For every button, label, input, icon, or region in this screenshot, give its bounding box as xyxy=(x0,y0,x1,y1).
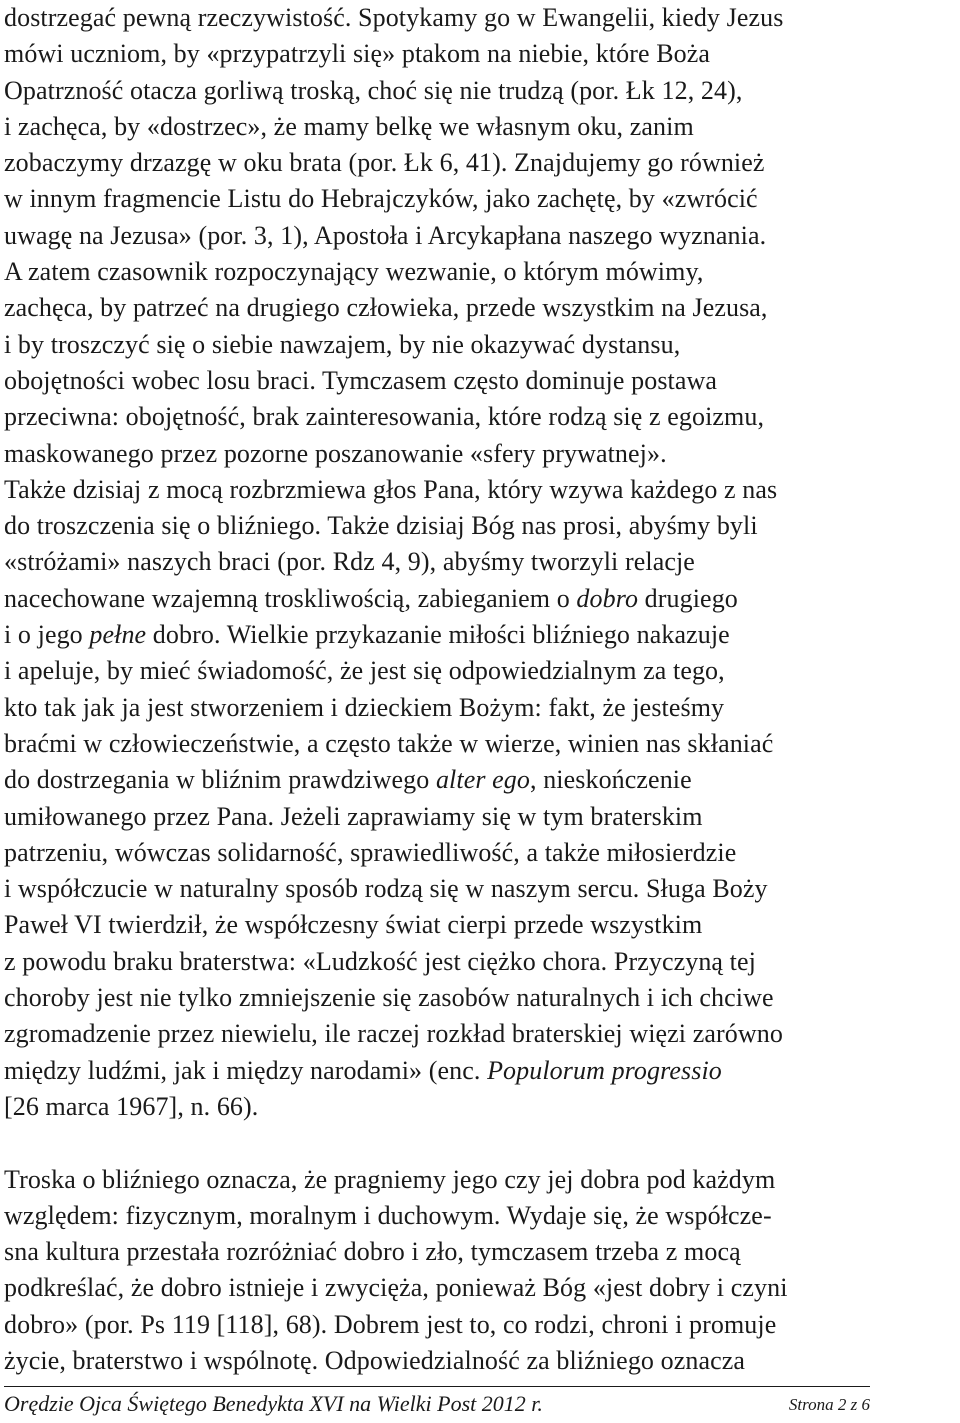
line-text: względem: fizycznym, moralnym i duchowym. Wydaje się, że współcze- xyxy=(4,1200,772,1230)
line-text: i zachęca, by «dostrzec», że mamy belkę we własnym oku, zanim xyxy=(4,111,694,141)
line-text: Opatrzność otacza gorliwą troską, choć się nie trudzą (por. Łk 12, 24), xyxy=(4,75,743,105)
text-line xyxy=(4,508,956,544)
text-line xyxy=(4,617,956,653)
footer-divider xyxy=(4,1386,870,1387)
text-line xyxy=(4,109,956,145)
line-text: dobro. Wielkie przykazanie miłości bliźniego nakazuje xyxy=(146,620,730,650)
line-text: drugiego xyxy=(638,583,738,613)
text-line xyxy=(4,363,956,399)
line-text: Troska o bliźniego oznacza, że pragniemy jego czy jej dobra pod każdym xyxy=(4,1164,776,1194)
line-text: z powodu braku braterstwa: «Ludzkość jest ciężko chora. Przyczyną tej xyxy=(4,946,756,976)
line-text: dobro» (por. Ps 119 [118], 68). Dobrem jest to, co rodzi, chroni i promuje xyxy=(4,1309,777,1339)
line-text: podkreślać, że dobro istnieje i zwycięża, ponieważ Bóg «jest dobry i czyni xyxy=(4,1273,788,1303)
line-text: choroby jest nie tylko zmniejszenie się zasobów naturalnych i ich chciwe xyxy=(4,983,774,1013)
text-line xyxy=(4,327,956,363)
text-line xyxy=(4,726,956,762)
line-text: patrzeniu, wówczas solidarność, sprawiedliwość, a także miłosierdzie xyxy=(4,837,737,867)
document-body xyxy=(4,0,956,1379)
line-text: i by troszczyć się o siebie nawzajem, by nie okazywać dystansu, xyxy=(4,329,681,359)
text-line xyxy=(4,1270,956,1306)
line-text: przeciwna: obojętność, brak zainteresowania, które rodzą się z egoizmu, xyxy=(4,402,765,432)
paragraph-gap xyxy=(4,1125,956,1161)
line-text: [26 marca 1967], n. 66). xyxy=(4,1091,259,1121)
line-text: maskowanego przez pozorne poszanowanie «sfery prywatnej». xyxy=(4,438,667,468)
text-line xyxy=(4,36,956,72)
text-line xyxy=(4,1234,956,1270)
text-line xyxy=(4,1343,956,1379)
line-text: dostrzegać pewną rzeczywistość. Spotykamy go w Ewangelii, kiedy Jezus xyxy=(4,3,784,32)
footer-page-number: Strona 2 z 6 xyxy=(788,1395,870,1414)
text-line xyxy=(4,544,956,580)
line-text: Także dzisiaj z mocą rozbrzmiewa głos Pana, który wzywa każdego z nas xyxy=(4,474,778,504)
line-text: obojętności wobec losu braci. Tymczasem często dominuje postawa xyxy=(4,365,718,395)
line-text: nacechowane wzajemną troskliwością, zabieganiem o xyxy=(4,583,577,613)
text-line xyxy=(4,0,956,36)
text-line xyxy=(4,290,956,326)
line-text: i współczucie w naturalny sposób rodzą się w naszym sercu. Sługa Boży xyxy=(4,874,768,904)
line-text: A zatem czasownik rozpoczynający wezwanie, o którym mówimy, xyxy=(4,257,704,287)
text-line xyxy=(4,1016,956,1052)
text-line xyxy=(4,1053,956,1089)
text-line xyxy=(4,145,956,181)
line-text: życie, braterstwo i wspólnotę. Odpowiedzialność za bliźniego oznacza xyxy=(4,1345,746,1375)
line-text: sna kultura przestała rozróżniać dobro i zło, tymczasem trzeba z mocą xyxy=(4,1237,741,1267)
text-line xyxy=(4,254,956,290)
text-line xyxy=(4,581,956,617)
line-text: umiłowanego przez Pana. Jeżeli zaprawiamy się w tym braterskim xyxy=(4,801,703,831)
line-text: uwagę na Jezusa» (por. 3, 1), Apostoła i Arcykapłana naszego wyznania. xyxy=(4,220,767,250)
text-line xyxy=(4,73,956,109)
footer-document-title: Orędzie Ojca Świętego Benedykta XVI na Wielki Post 2012 r. xyxy=(4,1391,543,1416)
text-line xyxy=(4,1198,956,1234)
text-line xyxy=(4,399,956,435)
line-text: do troszczenia się o bliźniego. Także dzisiaj Bóg nas prosi, abyśmy byli xyxy=(4,511,758,541)
line-text: Paweł VI twierdził, że współczesny świat cierpi przede wszystkim xyxy=(4,910,703,940)
line-text: braćmi w człowieczeństwie, a często także w wierze, winien nas skłaniać xyxy=(4,728,774,758)
text-line xyxy=(4,1162,956,1198)
text-line xyxy=(4,690,956,726)
text-line xyxy=(4,944,956,980)
line-text: w innym fragmencie Listu do Hebrajczyków, jako zachętę, by «zwrócić xyxy=(4,184,758,214)
text-line xyxy=(4,980,956,1016)
line-text: zgromadzenie przez niewielu, ile raczej rozkład braterskiej więzi zarówno xyxy=(4,1019,783,1049)
text-line xyxy=(4,1307,956,1343)
line-text: i o jego xyxy=(4,620,90,650)
line-text: zachęca, by patrzeć na drugiego człowieka, przede wszystkim na Jezusa, xyxy=(4,293,768,323)
line-text: «stróżami» naszych braci (por. Rdz 4, 9), abyśmy tworzyli relacje xyxy=(4,547,695,577)
line-text: zobaczymy drzazgę w oku brata (por. Łk 6, 41). Znajdujemy go również xyxy=(4,148,765,178)
text-line xyxy=(4,472,956,508)
italic-text: dobro xyxy=(576,583,639,613)
text-line xyxy=(4,762,956,798)
page-footer xyxy=(4,1388,870,1420)
line-text: między ludźmi, jak i między narodami» (enc. xyxy=(4,1055,488,1085)
text-line xyxy=(4,799,956,835)
text-line xyxy=(4,653,956,689)
text-line xyxy=(4,436,956,472)
italic-text: pełne xyxy=(89,620,147,650)
line-text: , nieskończenie xyxy=(530,765,692,795)
text-line xyxy=(4,871,956,907)
line-text: do dostrzegania w bliźnim prawdziwego xyxy=(4,765,436,795)
italic-text: alter ego xyxy=(435,765,530,795)
line-text: kto tak jak ja jest stworzeniem i dzieckiem Bożym: fakt, że jesteśmy xyxy=(4,692,725,722)
italic-text: Populorum progressio xyxy=(487,1055,722,1085)
line-text: i apeluje, by mieć świadomość, że jest się odpowiedzialnym za tego, xyxy=(4,656,725,686)
line-text: mówi uczniom, by «przypatrzyli się» ptakom na niebie, które Boża xyxy=(4,39,711,69)
text-line xyxy=(4,218,956,254)
text-line xyxy=(4,907,956,943)
text-line xyxy=(4,181,956,217)
text-line xyxy=(4,835,956,871)
text-line xyxy=(4,1089,956,1125)
